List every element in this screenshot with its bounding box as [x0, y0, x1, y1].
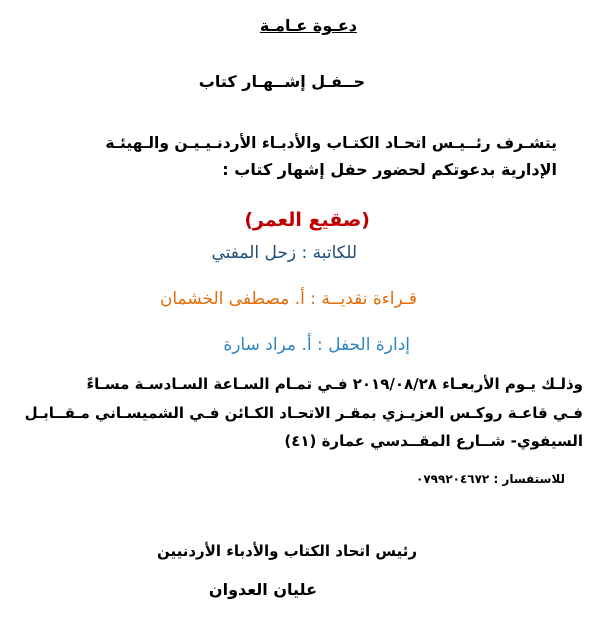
invitation-body-line-1: يتشـرف رئــيـس اتحـاد الكتـاب والأدبـاء الأردنـيـيـن والـهيئـة: [105, 134, 557, 152]
event-details-line-1: وذلـك يـوم الأربعـاء ٢٠١٩/٠٨/٢٨ فـي تمـام السـاعة السـادسـة مسـاءً: [86, 375, 583, 393]
invitation-body-line-2: الإدارية بدعوتكم لحضور حفل إشهار كتاب :: [222, 160, 557, 179]
invitation-heading: دعـوة عـامـة: [259, 16, 357, 35]
event-subheading: حــفـل إشــهـار كتاب: [198, 72, 365, 91]
critical-reading-line: قـراءة نقديــة : أ. مصطفى الخشمان: [159, 289, 417, 309]
event-details-line-2: فـي قاعـة روكـس العزيـزي بمقـر الاتحـاد الكـائن فـي الشميسـاني مـقــابـل: [24, 404, 583, 422]
author-line: للكاتبة : زحل المفتي: [211, 243, 357, 263]
signature-name: عليان العدوان: [208, 580, 317, 599]
book-title: (صقيع العمر): [244, 209, 370, 231]
signature-position: رئيس اتحاد الكتاب والأدباء الأردنيين: [156, 542, 417, 560]
inquiry-phone: للاستفسار : ٠٧٩٩٢٠٤٦٧٢: [416, 472, 565, 486]
host-line: إدارة الحفل : أ. مراد سارة: [223, 335, 410, 355]
event-details-line-3: السيفوي- شــارع المقــدسي عمارة (٤١): [284, 432, 583, 450]
